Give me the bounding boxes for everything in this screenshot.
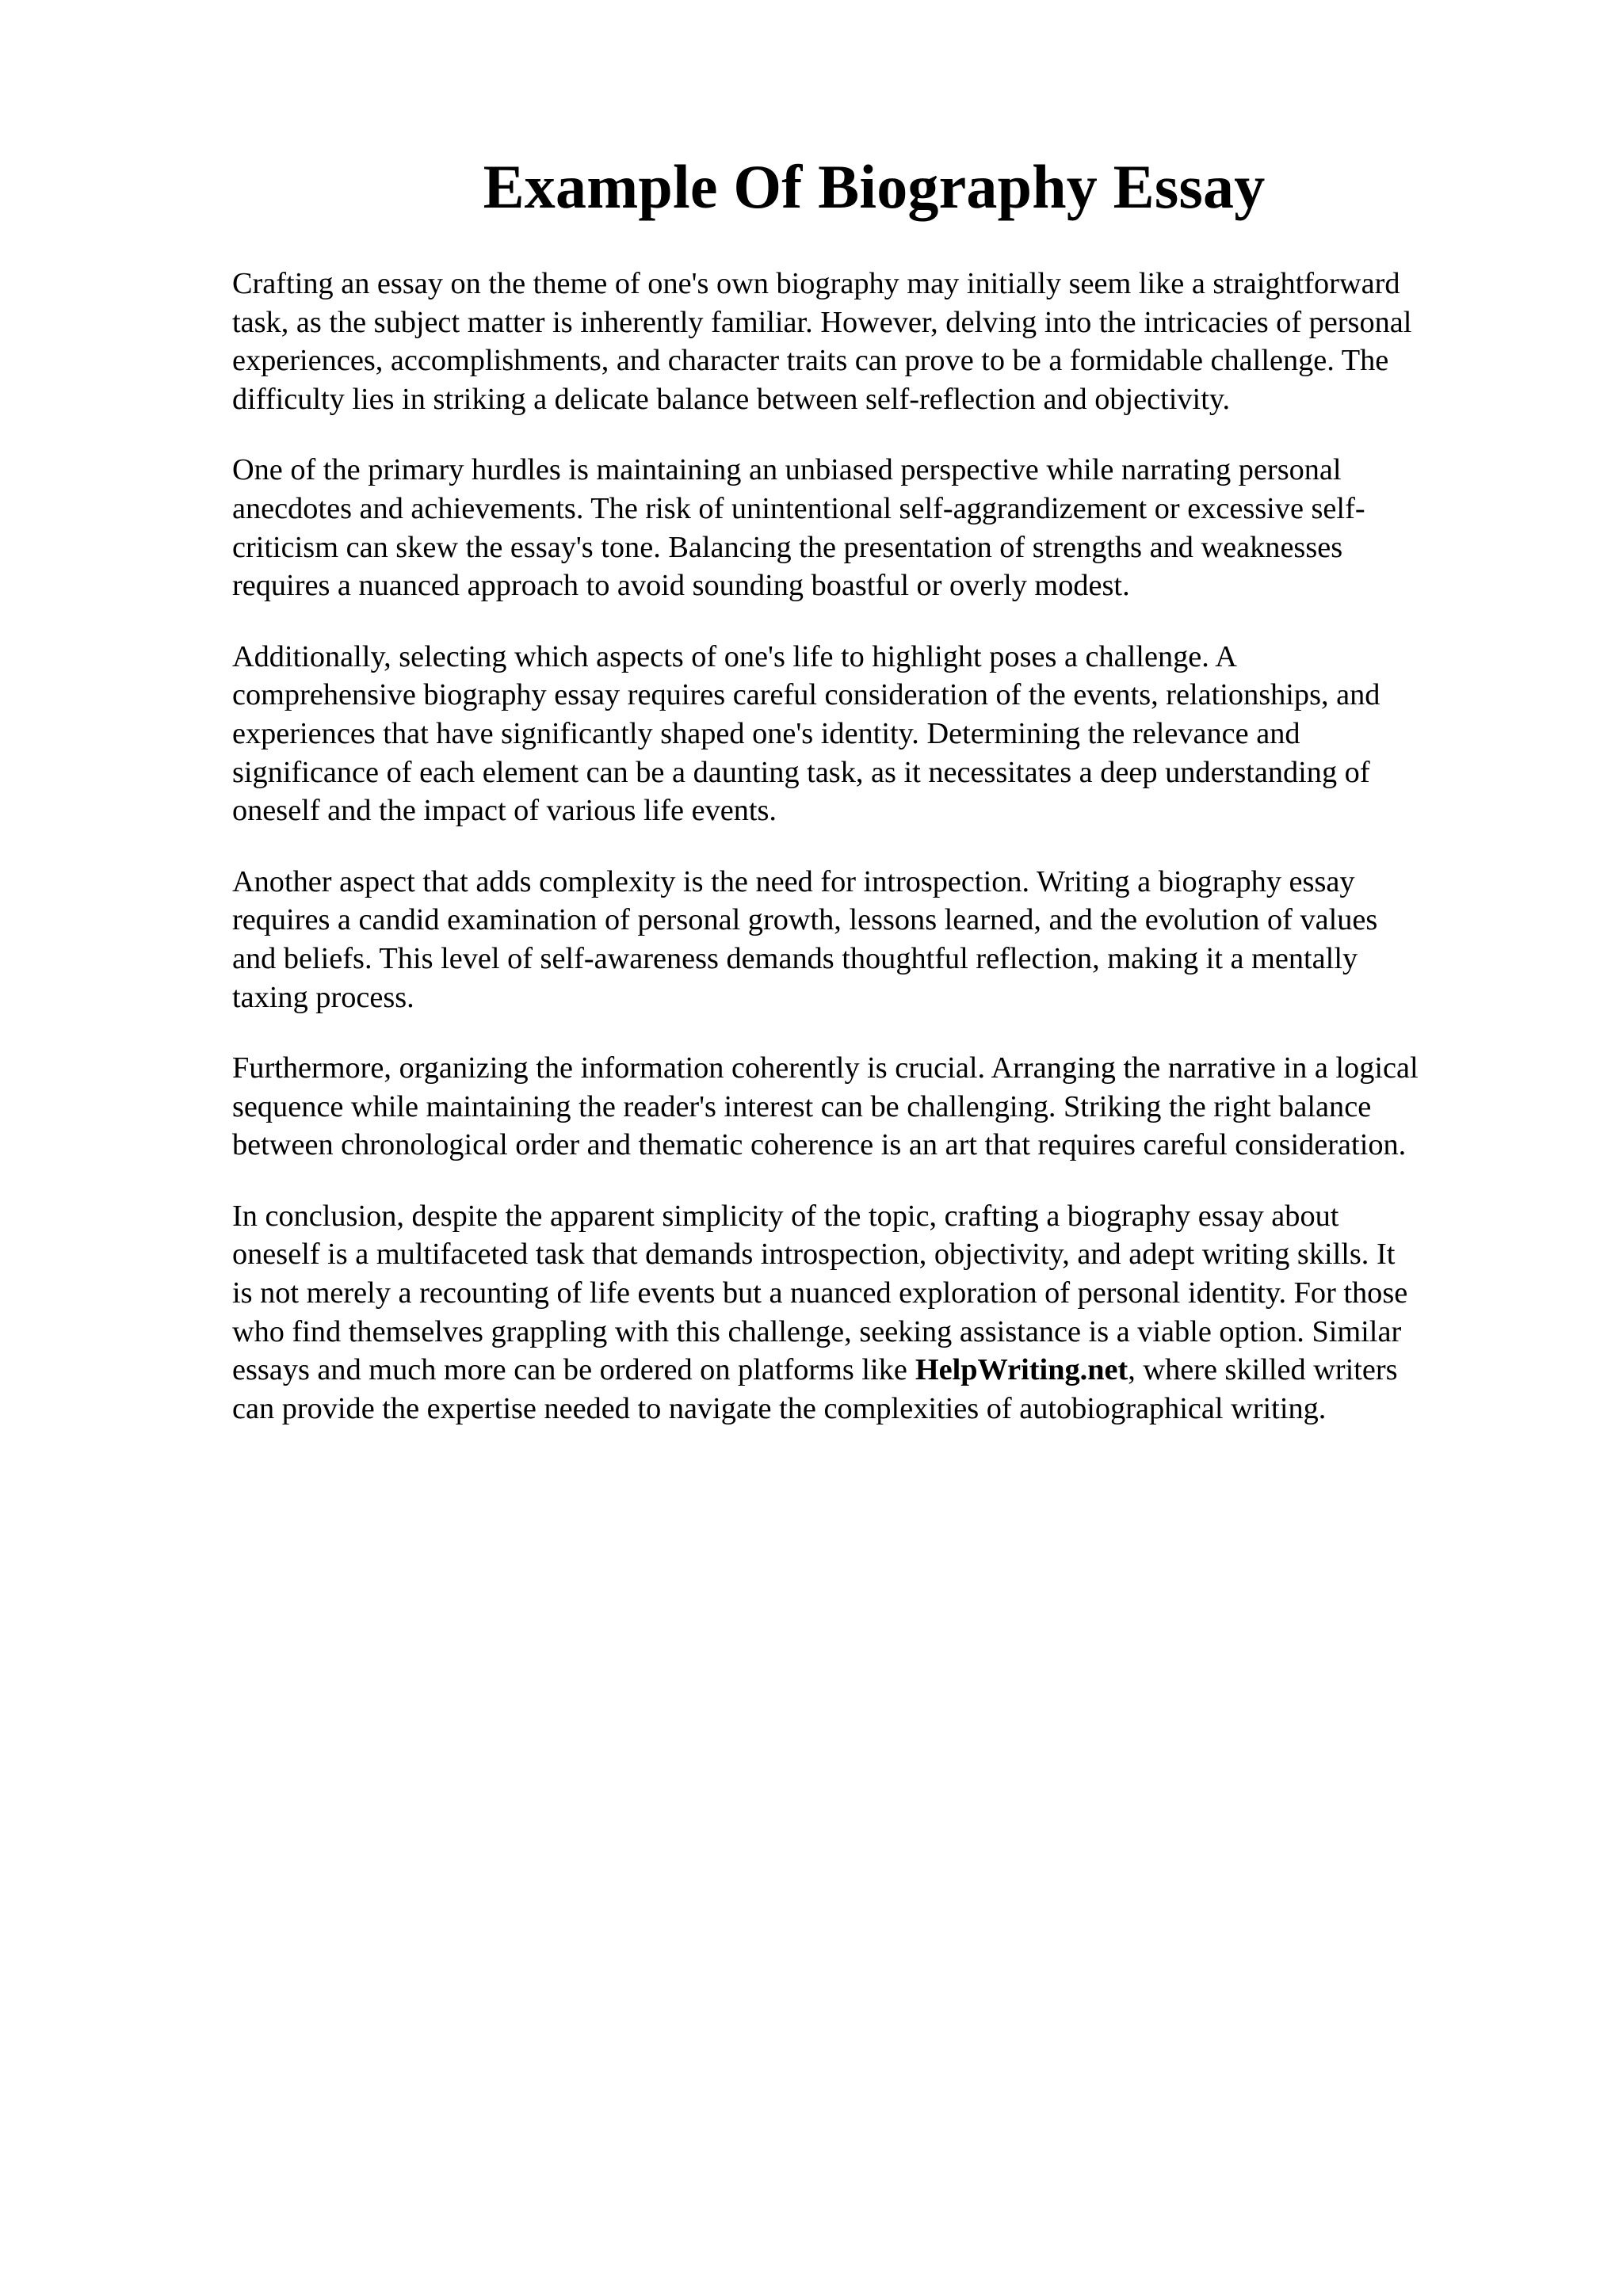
text-segment: essays and much more can be ordered on platforms like (232, 1353, 907, 1387)
text-line-with-brand (232, 1351, 1532, 1390)
text-line: Furthermore, organizing the information coherently is crucial. Arranging the narrative in a logical (232, 1051, 1419, 1085)
text-line: can provide the expertise needed to navigate the complexities of autobiographical writing. (232, 1391, 1327, 1425)
text-line: significance of each element can be a daunting task, as it necessitates a deep understanding of (232, 755, 1370, 789)
text-line: oneself is a multifaceted task that demands introspection, objectivity, and adept writing skills. It (232, 1238, 1396, 1272)
text-line: experiences that have significantly shaped one's identity. Determining the relevance and (232, 716, 1300, 750)
text-line: One of the primary hurdles is maintaining an unbiased perspective while narrating personal (232, 453, 1342, 487)
text-line: criticism can skew the essay's tone. Balancing the presentation of strengths and weaknesses (232, 530, 1343, 564)
text-line: oneself and the impact of various life events. (232, 794, 777, 828)
text-line: difficulty lies in striking a delicate balance between self-reflection and objectivity. (232, 382, 1231, 416)
text-line: experiences, accomplishments, and character traits can prove to be a formidable challenge. The (232, 344, 1389, 378)
text-line: sequence while maintaining the reader's interest can be challenging. Striking the right balance (232, 1089, 1372, 1123)
text-line: is not merely a recounting of life events but a nuanced exploration of personal identity. For those (232, 1276, 1408, 1310)
text-line: between chronological order and thematic coherence is an art that requires careful consideration. (232, 1128, 1407, 1162)
paragraph-intro (232, 265, 1532, 418)
brand-link[interactable]: HelpWriting.net (915, 1353, 1128, 1387)
text-line: task, as the subject matter is inherently familiar. However, delving into the intricacies of personal (232, 305, 1412, 339)
text-line: Another aspect that adds complexity is the need for introspection. Writing a biography essay (232, 864, 1355, 898)
text-line: who find themselves grappling with this challenge, seeking assistance is a viable option. Similar (232, 1314, 1402, 1348)
text-line: requires a candid examination of personal growth, lessons learned, and the evolution of values (232, 903, 1378, 937)
paragraph-aspects (232, 638, 1532, 830)
text-line: requires a nuanced approach to avoid sounding boastful or overly modest. (232, 569, 1130, 603)
paragraph-hurdles (232, 451, 1532, 605)
document-title: Example Of Biography Essay (483, 152, 1266, 221)
text-segment: , where skilled writers (1128, 1353, 1398, 1387)
paragraph-organizing (232, 1049, 1532, 1165)
text-line: Additionally, selecting which aspects of one's life to highlight poses a challenge. A (232, 639, 1237, 673)
text-line: Crafting an essay on the theme of one's own biography may initially seem like a straightforward (232, 267, 1400, 300)
paragraph-conclusion (232, 1197, 1532, 1428)
text-line: comprehensive biography essay requires careful consideration of the events, relationships, and (232, 678, 1381, 712)
paragraph-introspection (232, 863, 1532, 1016)
text-line: and beliefs. This level of self-awareness demands thoughtful reflection, making it a mentally (232, 941, 1358, 975)
text-line: In conclusion, despite the apparent simplicity of the topic, crafting a biography essay about (232, 1199, 1339, 1233)
text-line: taxing process. (232, 980, 414, 1014)
text-line: anecdotes and achievements. The risk of unintentional self-aggrandizement or excessive self- (232, 491, 1365, 525)
document-content (232, 147, 1532, 1428)
